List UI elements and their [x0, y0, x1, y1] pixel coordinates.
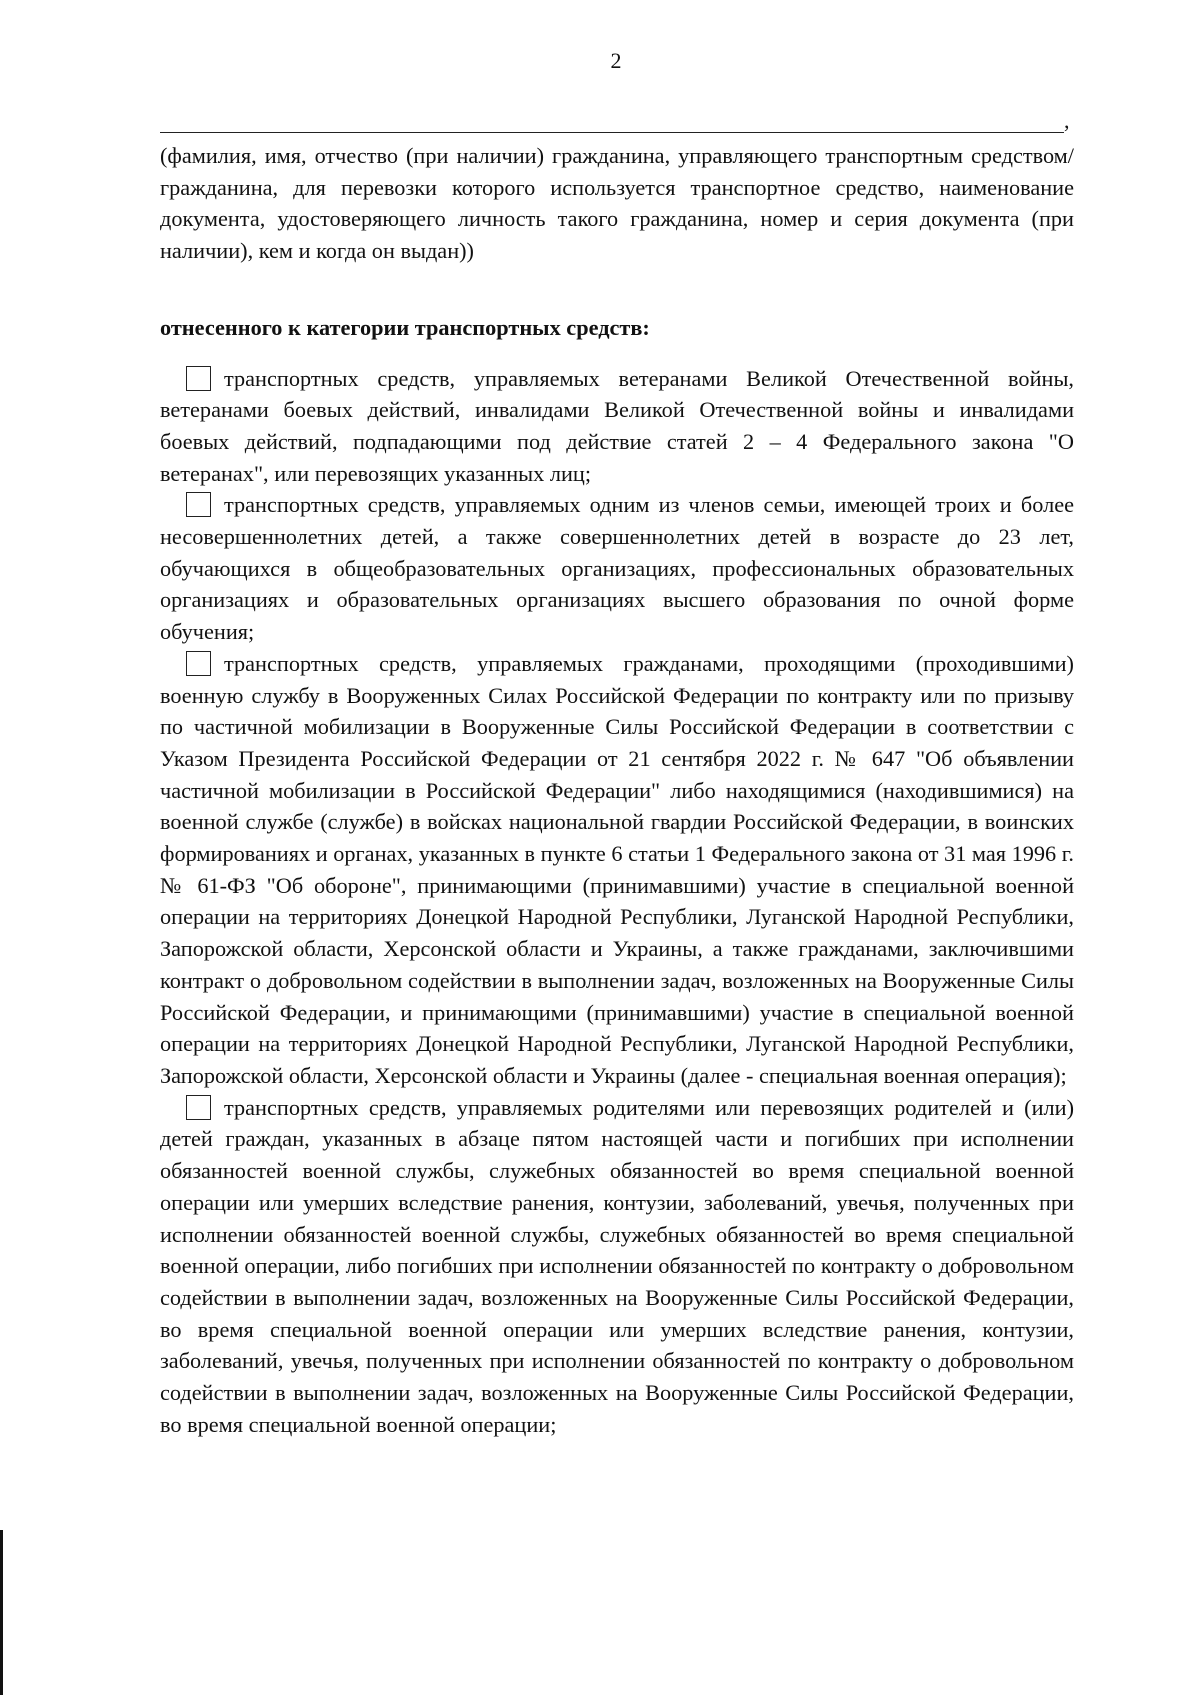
option-text-families-of-fallen: транспортных средств, управляемых родителями или перевозящих родителей и (или) детей граждан, указанных в абзаце пятом настоящей части и погибших при исполнении обязанностей военной службы, служебных обязанностей во время специальной военной операции или умерших вследствие ранения, контузии, заболеваний, увечья, полученных при исполнении обязанностей военной службы, служебных обязанностей во время специальной военной операции, либо погибших при исполнении обязанностей по контракту о добровольном содействии в выполнении задач, возложенных на Вооруженные Силы Российской Федерации, во время специальной военной операции или умерших вследствие ранения, контузии, заболеваний, увечья, полученных при исполнении обязанностей по контракту о добровольном содействии в выполнении задач, возложенных на Вооруженные Силы Российской Федерации, во время специальной военной операции;: [160, 1094, 1074, 1437]
checkbox-veterans[interactable]: [186, 366, 211, 391]
category-option-military-service: [160, 648, 1074, 1092]
name-fill-line[interactable]: [160, 132, 1064, 133]
category-option-families-of-fallen: [160, 1092, 1074, 1441]
checkbox-families-of-fallen[interactable]: [186, 1095, 211, 1120]
section-heading: отнесенного к категории транспортных средств:: [160, 314, 650, 340]
option-text-military-service: транспортных средств, управляемых гражданами, проходящими (проходившими) военную службу в Вооруженных Силах Российской Федерации по контракту или по призыву по частичной мобилизации в Вооруженные Силы Российской Федерации в соответствии с Указом Президента Российской Федерации от 21 сентября 2022 г. № 647 "Об объявлении частичной мобилизации в Российской Федерации" либо находящимися (находившимися) на военной службе (службе) в войсках национальной гвардии Российской Федерации, в воинских формированиях и органах, указанных в пункте 6 статьи 1 Федерального закона от 31 мая 1996 г. № 61-ФЗ "Об обороне", принимающими (принимавшими) участие в специальной военной операции на территориях Донецкой Народной Республики, Луганской Народной Республики, Запорожской области, Херсонской области и Украины, а также гражданами, заключившими контракт о добровольном содействии в выполнении задач, возложенных на Вооруженные Силы Российской Федерации, и принимающими (принимавшими) участие в специальной военной операции на территориях Донецкой Народной Республики, Луганской Народной Республики, Запорожской области, Херсонской области и Украины (далее - специальная военная операция);: [160, 650, 1074, 1088]
checkbox-military-service[interactable]: [186, 651, 211, 676]
option-text-large-family: транспортных средств, управляемых одним из членов семьи, имеющей троих и более несовершеннолетних детей, а также совершеннолетних детей в возрасте до 23 лет, обучающихся в общеобразовательных организациях, профессиональных образовательных организациях и образовательных организациях высшего образования по очной форме обучения;: [160, 492, 1074, 645]
option-text-veterans: транспортных средств, управляемых ветеранами Великой Отечественной войны, ветеранами боевых действий, инвалидами Великой Отечественной войны и инвалидами боевых действий, подпадающими под действие статей 2 – 4 Федерального закона "О ветеранах", или перевозящих указанных лиц;: [160, 365, 1074, 486]
page-number: 2: [610, 48, 622, 73]
fill-line-caption: (фамилия, имя, отчество (при наличии) гражданина, управляющего транспортным средством/гражданина, для перевозки которого используется транспортное средство, наименование документа, удостоверяющего личность такого гражданина, номер и серия документа (при наличии), кем и когда он выдан)): [160, 143, 1074, 264]
document-body: [160, 140, 1074, 1440]
category-option-veterans: [160, 363, 1074, 490]
fill-line-comma: ,: [1064, 108, 1070, 133]
checkbox-large-family[interactable]: [186, 492, 211, 517]
scan-edge-mark: [0, 1530, 3, 1695]
category-option-large-family: [160, 489, 1074, 648]
